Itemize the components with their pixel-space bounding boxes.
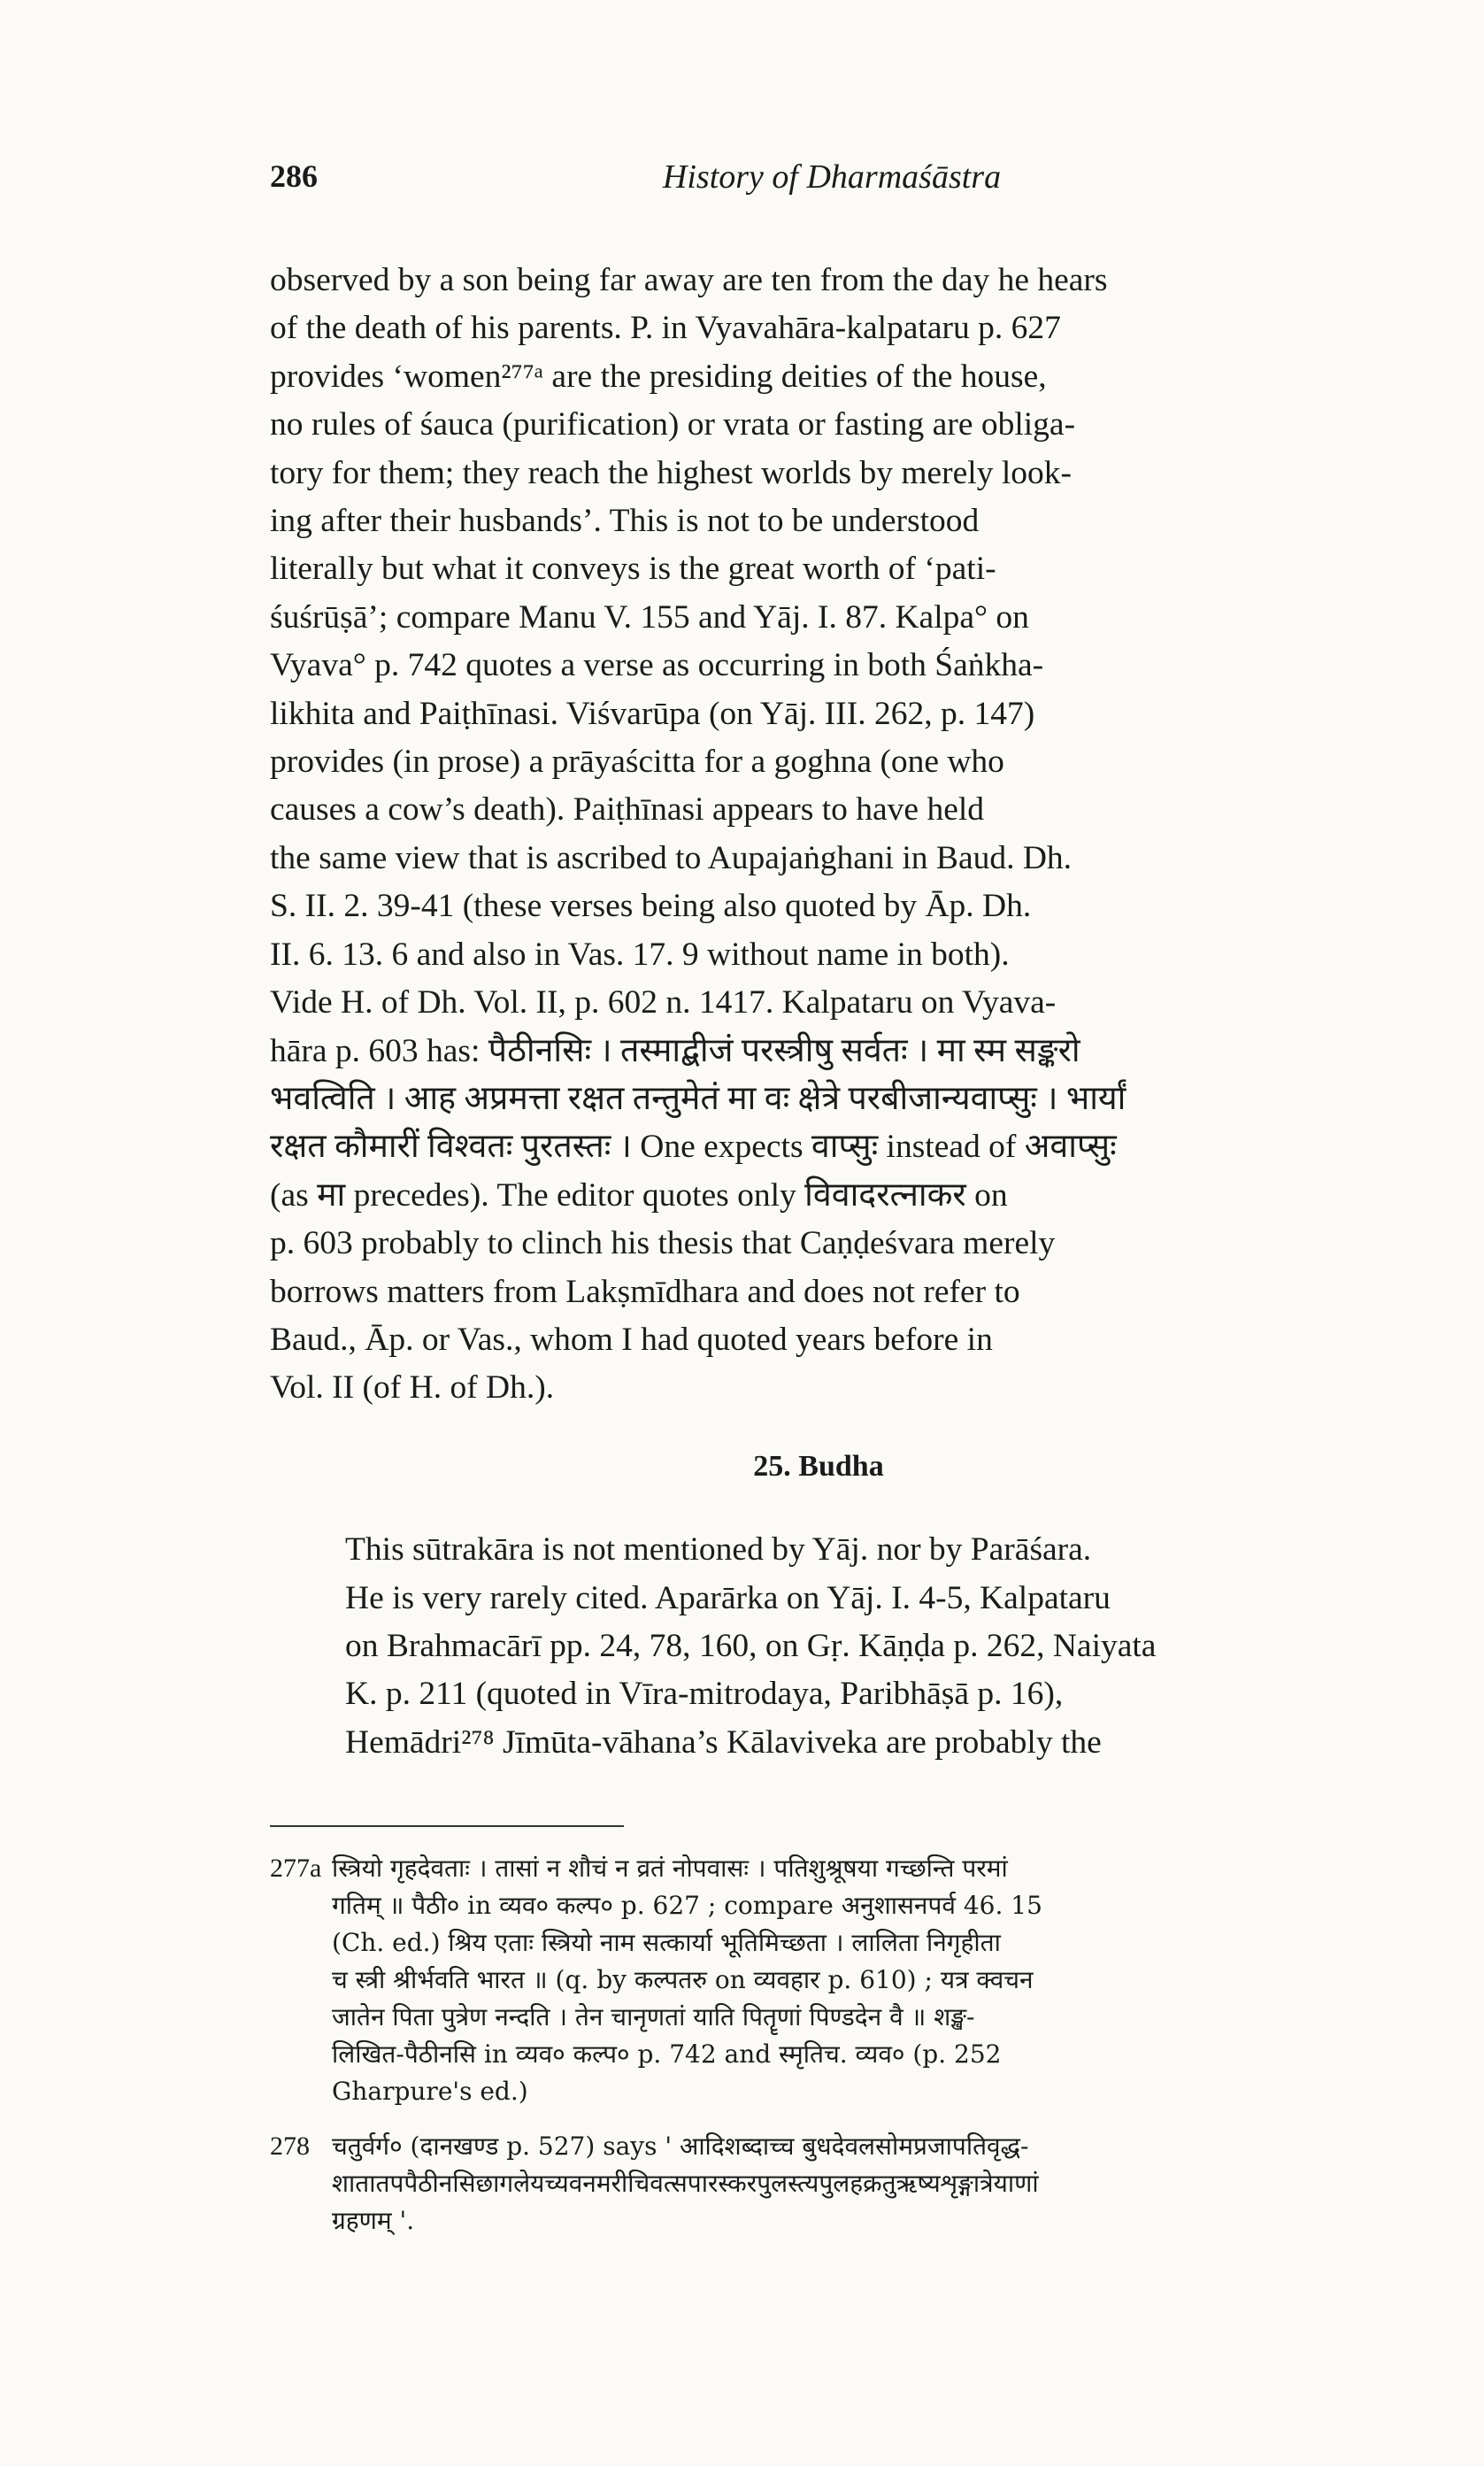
para1-line: tory for them; they reach the highest worlds by merely look- xyxy=(270,454,1073,491)
para1-line: causes a cow’s death). Paiṭhīnasi appears to have held xyxy=(270,791,985,829)
para2-line: This sūtrakāra is not mentioned by Yāj. nor by Parāśara. xyxy=(345,1531,1092,1569)
para2-line: K. p. 211 (quoted in Vīra-mitrodaya, Paribhāṣā p. 16), xyxy=(345,1676,1064,1713)
footnote-line: लिखित-पैठीनसि in व्यव० कल्प० p. 742 and स्मृतिच. व्यव० (p. 252 xyxy=(332,2039,1002,2069)
para1-line: borrows matters from Lakṣmīdhara and does not refer to xyxy=(270,1273,1020,1310)
para1-line: the same view that is ascribed to Aupajaṅghani in Baud. Dh. xyxy=(270,839,1073,876)
page-header xyxy=(270,158,1394,211)
para1-line: Vyava° p. 742 quotes a verse as occurring in both Śaṅkha- xyxy=(270,647,1044,684)
footnote-text xyxy=(332,2128,1367,2240)
footnote-line: ग्रहणम् '. xyxy=(332,2206,415,2235)
para1-line: Baud., Āp. or Vas., whom I had quoted years before in xyxy=(270,1321,993,1358)
section-heading: 25. Budha xyxy=(753,1449,884,1483)
paragraph-2 xyxy=(270,1526,1367,1767)
para1-line: hāra p. 603 has: पैठीनसिः । तस्माद्बीजं परस्त्रीषु सर्वतः । मा स्म सङ्करो xyxy=(270,1032,1080,1069)
footnote-line: च स्त्री श्रीर्भवति भारत ॥ (q. by कल्पतरु on व्यवहार p. 610) ; यत्र क्वचन xyxy=(332,1965,1034,1994)
para2-line: He is very rarely cited. Aparārka on Yāj. I. 4-5, Kalpataru xyxy=(345,1579,1111,1616)
para1-line: śuśrūṣā’; compare Manu V. 155 and Yāj. I. 87. Kalpa° on xyxy=(270,598,1029,636)
para1-line: Vide H. of Dh. Vol. II, p. 602 n. 1417. Kalpataru on Vyava- xyxy=(270,984,1057,1021)
footnote-line: (Ch. ed.) श्रिय एताः स्त्रियो नाम सत्कार्या भूतिमिच्छता । लालिता निगृहीता xyxy=(332,1928,1001,1957)
paragraph-1 xyxy=(270,257,1367,1413)
footnote-mark: 277a xyxy=(270,1854,322,1883)
footnote-mark: 278 xyxy=(270,2132,310,2161)
para1-line: रक्षत कौमारीं विश्वतः पुरतस्तः । One expects वाप्सुः instead of अवाप्सुः xyxy=(270,1129,1117,1166)
footnotes xyxy=(270,1850,1367,2257)
footnote-line: शातातपपैठीनसिछागलेयच्यवनमरीचिवत्सपारस्करपुलस्त्यपुलहक्रतुऋष्यशृङ्गात्रेयाणां xyxy=(332,2169,1039,2198)
running-title: History of Dharmaśāstra xyxy=(662,158,1002,196)
para1-line: likhita and Paiṭhīnasi. Viśvarūpa (on Yāj. III. 262, p. 147) xyxy=(270,695,1035,732)
para1-line: observed by a son being far away are ten from the day he hears xyxy=(270,262,1108,298)
para1-line: भवत्विति । आह अप्रमत्ता रक्षत तन्तुमेतं मा वः क्षेत्रे परबीजान्यवाप्सुः । भार्यां xyxy=(270,1080,1126,1117)
para2-line: on Brahmacārī pp. 24, 78, 160, on Gṛ. Kāṇḍa p. 262, Naiyata xyxy=(345,1627,1157,1664)
para1-line: ing after their husbands’. This is not to be understood xyxy=(270,503,980,540)
page-number: 286 xyxy=(270,158,318,194)
footnote-line: चतुर्वर्ग० (दानखण्ड p. 527) says ' आदिशब्दाच्च बुधदेवलसोमप्रजापतिवृद्ध- xyxy=(332,2132,1029,2161)
footnote-line: स्त्रियो गृहदेवताः । तासां न शौचं न व्रतं नोपवासः । पतिशुश्रूषया गच्छन्ति परमां xyxy=(332,1854,1008,1883)
footnote xyxy=(270,2128,1367,2240)
para1-line: no rules of śauca (purification) or vrata or fasting are obliga- xyxy=(270,406,1076,443)
para1-line: p. 603 probably to clinch his thesis that Caṇḍeśvara merely xyxy=(270,1225,1056,1262)
para1-line: provides (in prose) a prāyaścitta for a goghna (one who xyxy=(270,744,1004,781)
para1-line: literally but what it conveys is the great worth of ‘pati- xyxy=(270,551,996,588)
para1-line: Vol. II (of H. of Dh.). xyxy=(270,1369,555,1407)
footnote-text xyxy=(332,1850,1367,2110)
footnote-line: जातेन पिता पुत्रेण नन्दति । तेन चानृणतां याति पितॄणां पिण्डदेन वै ॥ शङ्ख- xyxy=(332,2002,975,2031)
footnote-rule xyxy=(270,1825,624,1827)
footnote-line: Gharpure's ed.) xyxy=(332,2077,528,2106)
footnote xyxy=(270,1850,1367,2110)
footnote-line: गतिम् ॥ पैठी० in व्यव० कल्प० p. 627 ; compare अनुशासनपर्व 46. 15 xyxy=(332,1891,1042,1920)
para1-line: S. II. 2. 39-41 (these verses being also quoted by Āp. Dh. xyxy=(270,888,1032,925)
body-text xyxy=(270,257,1367,1767)
para1-line: (as मा precedes). The editor quotes only विवादरत्नाकर on xyxy=(270,1176,1008,1214)
para1-line: provides ‘women²⁷⁷ᵃ are the presiding deities of the house, xyxy=(270,358,1047,395)
para2-line: Hemādri²⁷⁸ Jīmūta-vāhana’s Kālaviveka are probably the xyxy=(345,1723,1102,1761)
para1-line: II. 6. 13. 6 and also in Vas. 17. 9 without name in both). xyxy=(270,936,1010,973)
para1-line: of the death of his parents. P. in Vyavahāra-kalpataru p. 627 xyxy=(270,310,1061,347)
